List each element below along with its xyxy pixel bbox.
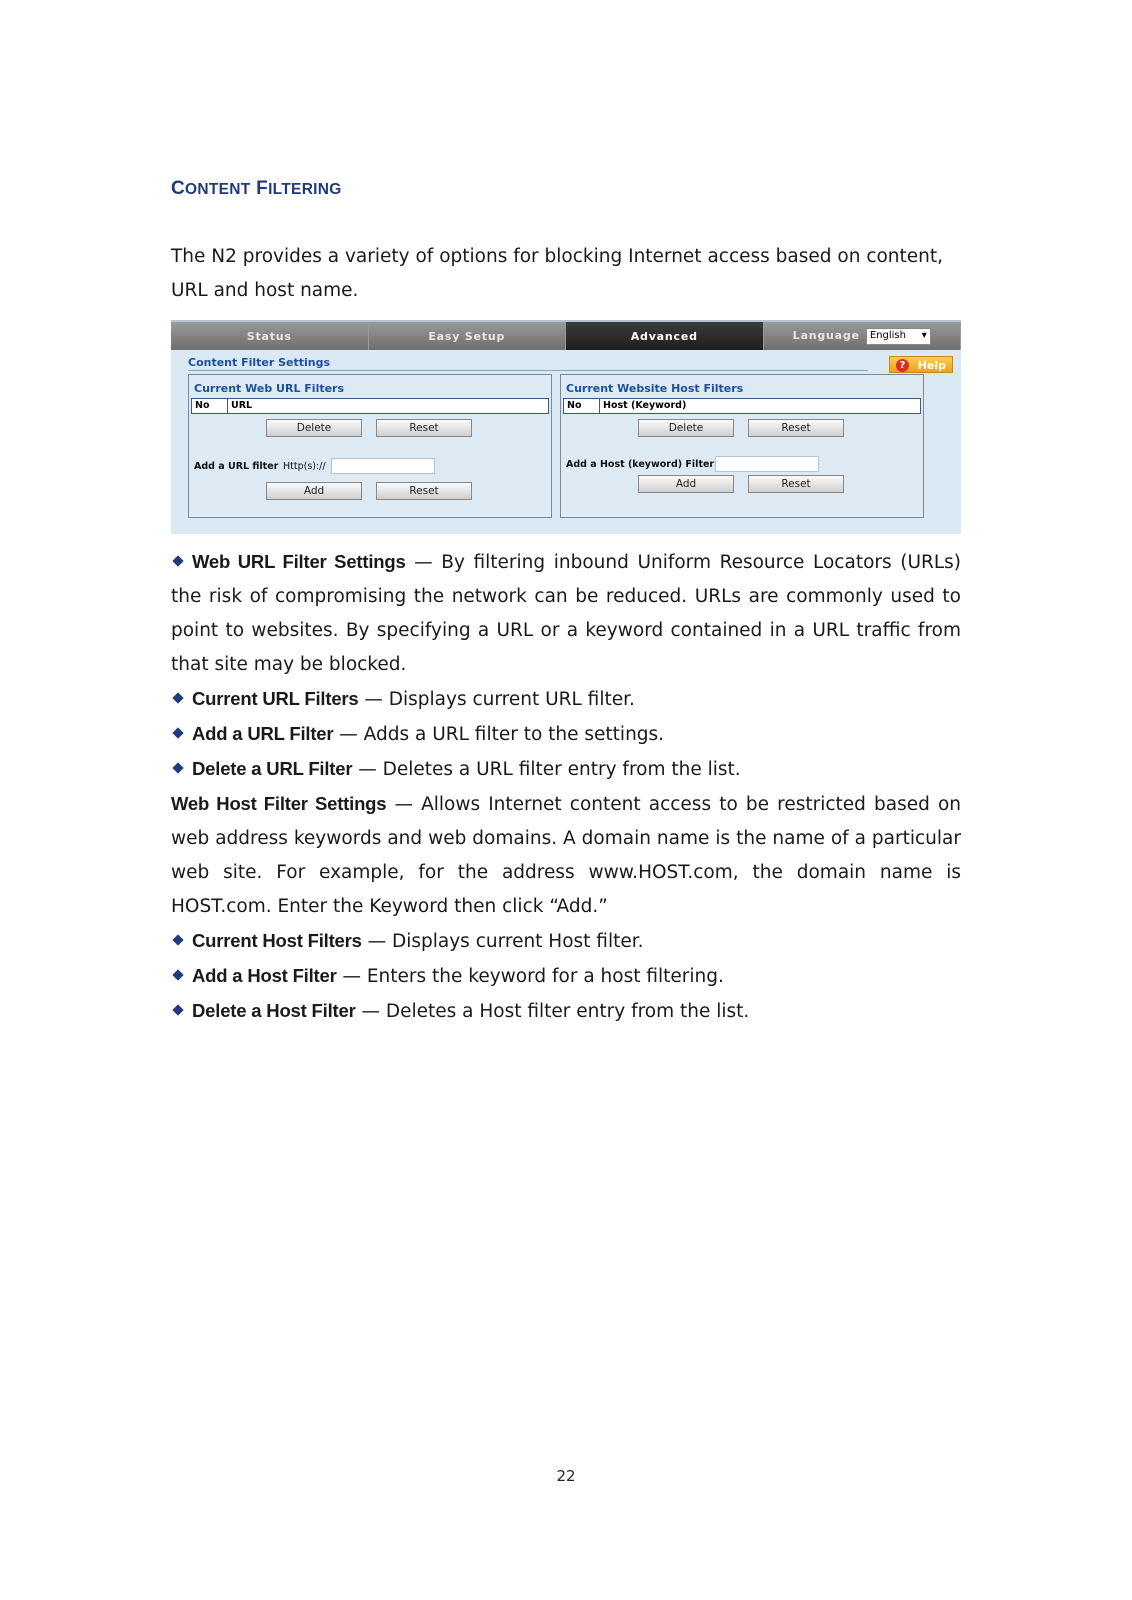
host-add-reset-button[interactable]: Reset [748, 475, 844, 493]
item-text: — Adds a URL filter to the settings. [333, 724, 665, 745]
tab-advanced[interactable]: Advanced [566, 322, 764, 350]
url-filter-panel [188, 374, 552, 518]
item-text: — Displays current URL filter. [358, 689, 635, 710]
url-col-no: No [192, 399, 228, 413]
url-reset-button[interactable]: Reset [376, 419, 472, 437]
add-host-label: Add a Host (keyword) Filter [566, 459, 715, 470]
item-term: Add a URL Filter [192, 723, 334, 744]
list-item [171, 545, 961, 682]
url-delete-button[interactable]: Delete [266, 419, 362, 437]
list-item [171, 682, 961, 717]
host-panel-title: Current Website Host Filters [566, 382, 744, 395]
heading-cap-1: C [171, 178, 186, 199]
item-term: Web URL Filter Settings [192, 551, 406, 572]
host-col-no: No [564, 399, 600, 413]
item-term: Current Host Filters [192, 930, 362, 951]
host-filter-panel [560, 374, 924, 518]
heading-rest-1: ONTENT [185, 181, 251, 198]
url-input[interactable] [331, 458, 435, 474]
description-list [171, 545, 961, 1029]
host-delete-button[interactable]: Delete [638, 419, 734, 437]
item-text: — Enters the keyword for a host filtering. [336, 966, 724, 987]
list-item [171, 752, 961, 787]
diamond-bullet-icon [172, 692, 183, 703]
item-text: — Deletes a URL filter entry from the list. [352, 759, 741, 780]
host-col-keyword: Host (Keyword) [603, 400, 687, 411]
tab-status[interactable]: Status [171, 322, 369, 350]
diamond-bullet-icon [172, 727, 183, 738]
list-item [171, 717, 961, 752]
heading-cap-2: F [256, 178, 269, 199]
add-url-label: Add a URL filter [194, 461, 279, 472]
heading-rest-2: ILTERING [268, 181, 342, 198]
host-reset-button[interactable]: Reset [748, 419, 844, 437]
url-add-reset-button[interactable]: Reset [376, 482, 472, 500]
item-text: — Displays current Host filter. [361, 931, 644, 952]
diamond-bullet-icon [172, 1004, 183, 1015]
intro-paragraph: The N2 provides a variety of options for blocking Internet access based on content, URL and host name. [171, 246, 944, 301]
question-icon: ? [896, 359, 909, 372]
list-item [171, 787, 961, 924]
help-label: Help [917, 359, 946, 372]
item-text: — Deletes a Host filter entry from the list. [355, 1001, 750, 1022]
item-term: Add a Host Filter [192, 965, 337, 986]
list-item [171, 994, 961, 1029]
url-col-url: URL [231, 400, 253, 411]
item-term: Web Host Filter Settings [171, 793, 387, 814]
top-tabs [171, 322, 961, 350]
list-item [171, 924, 961, 959]
section-divider [188, 370, 868, 371]
page-number: 22 [556, 1467, 576, 1485]
host-add-button[interactable]: Add [638, 475, 734, 493]
http-prefix: Http(s):// [283, 461, 326, 472]
language-select[interactable]: English ▾ [866, 328, 931, 345]
language-area [764, 322, 962, 350]
diamond-bullet-icon [172, 969, 183, 980]
item-term: Current URL Filters [192, 688, 359, 709]
item-text: — Allows Internet content access to be restricted based on web address keywords and web domains. A domain name is the name of a particular web site. For example, for the address www.HOST.com, the domain name is HOST.com. Enter the Keyword then click “Add.” [171, 794, 961, 917]
language-label: Language [792, 329, 860, 342]
section-heading [171, 178, 342, 200]
url-add-button[interactable]: Add [266, 482, 362, 500]
help-button[interactable] [889, 356, 953, 373]
url-filter-table-header [191, 398, 549, 414]
diamond-bullet-icon [172, 555, 183, 566]
list-item [171, 959, 961, 994]
item-text: — By filtering inbound Uniform Resource Locators (URLs) the risk of compromising the network can be reduced. URLs are commonly used to point to websites. By specifying a URL or a keyword contained in a URL traffic from that site may be blocked. [171, 552, 961, 675]
diamond-bullet-icon [172, 762, 183, 773]
diamond-bullet-icon [172, 934, 183, 945]
content-filter-settings-title: Content Filter Settings [188, 356, 331, 369]
tab-easy-setup[interactable]: Easy Setup [369, 322, 567, 350]
host-input[interactable] [715, 456, 819, 472]
host-filter-table-header [563, 398, 921, 414]
url-panel-title: Current Web URL Filters [194, 382, 345, 395]
item-term: Delete a Host Filter [192, 1000, 356, 1021]
router-ui-screenshot [171, 320, 961, 534]
item-term: Delete a URL Filter [192, 758, 353, 779]
